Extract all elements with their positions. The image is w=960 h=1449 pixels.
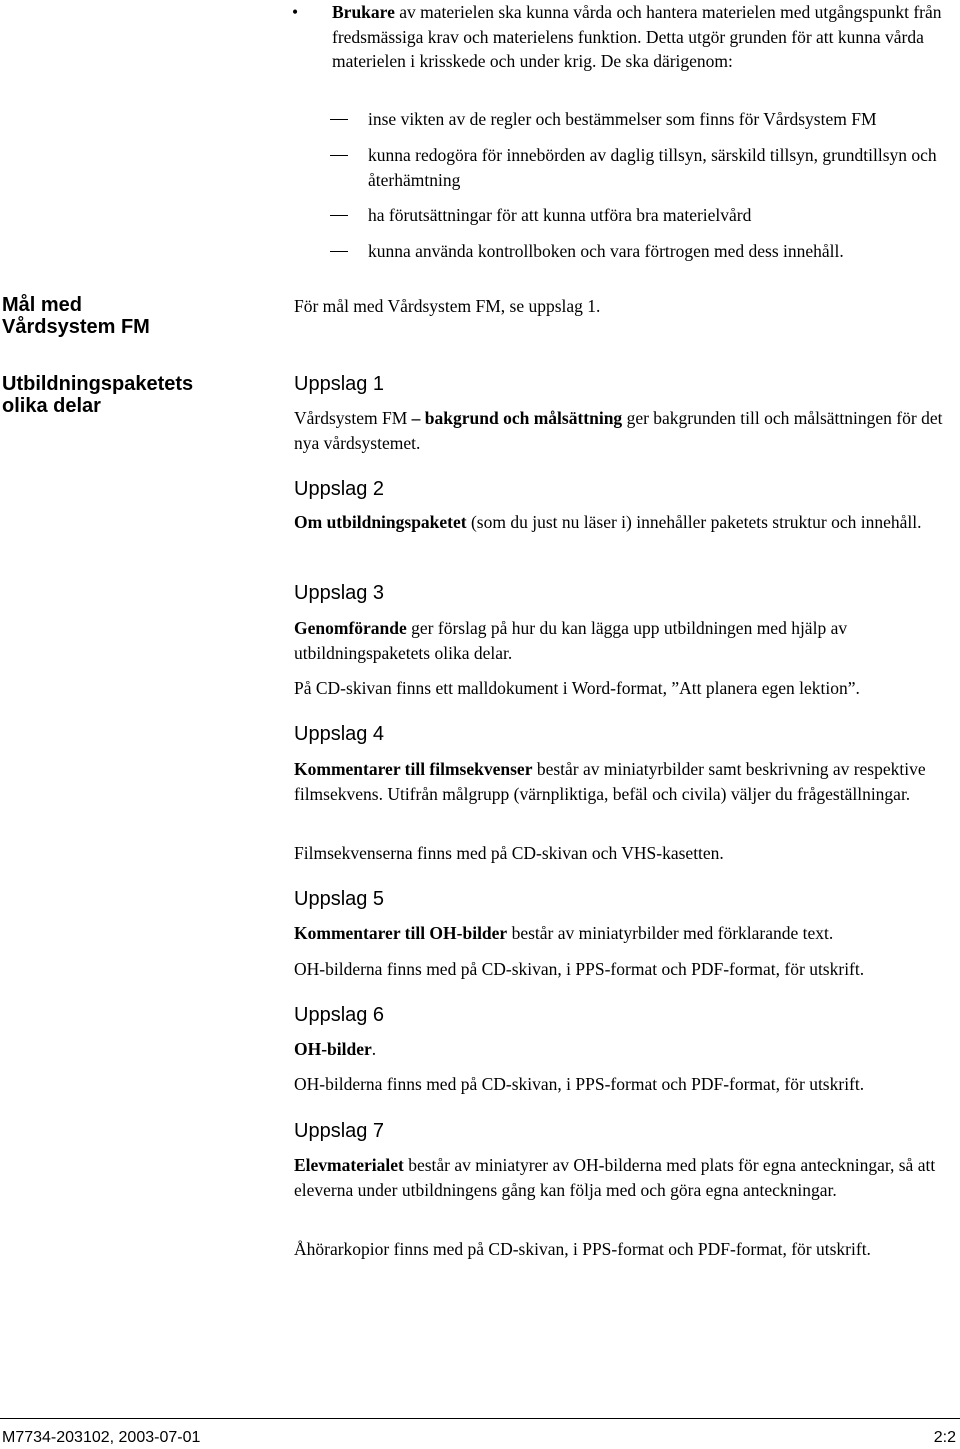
uppslag-1-title: Uppslag 1 [294,373,385,395]
uppslag-5-extra: OH-bilderna finns med på CD-skivan, i PPS-format och PDF-format, för utskrift. [294,959,865,979]
uppslag-2-title: Uppslag 2 [294,478,385,500]
list-item: inse vikten av de regler och bestämmelser som finns för Vårdsystem FM [368,109,877,129]
uppslag-4-extra: Filmsekvenserna finns med på CD-skivan och VHS-kasetten. [294,843,724,863]
uppslag-6-extra: OH-bilderna finns med på CD-skivan, i PPS-format och PDF-format, för utskrift. [294,1074,865,1094]
uppslag-3-text [294,616,960,665]
uppslag-7-bold: Elevmaterialet [294,1155,404,1175]
uppslag-2-text [294,510,960,535]
list-item: ha förutsättningar för att kunna utföra bra materielvård [368,205,752,225]
dash-marker [330,155,348,156]
heading-line: Utbildningspaketets [2,373,194,395]
uppslag-1-post: ger bakgrunden till och målsättningen för det nya vårdsystemet. [294,408,943,453]
uppslag-6-bold: OH-bilder [294,1039,372,1059]
uppslag-4-text [294,757,960,806]
intro-lead: Brukare [332,2,395,22]
uppslag-4-bold: Kommentarer till filmsekvenser [294,759,533,779]
uppslag-7-post: består av miniatyrer av OH-bilderna med plats för egna anteckningar, så att eleverna under utbildningens gång kan följa med och göra egna anteckningar. [294,1155,936,1200]
uppslag-2-bold: Om utbildningspaketet [294,512,467,532]
intro-paragraph [332,0,960,74]
intro-text: av materielen ska kunna vårda och hantera materielen med utgångspunkt från fredsmässiga krav och materielens funktion. Detta utgör grunden för att kunna vårda materielen i krisskede och under krig. De ska därigenom: [332,2,942,71]
section-heading-mal [2,294,252,338]
uppslag-4-post: består av miniatyrbilder samt beskrivning av respektive filmsekvens. Utifrån målgrupp (värnpliktiga, befäl och civila) väljer du frågeställningar. [294,759,926,804]
uppslag-3-bold: Genomförande [294,618,407,638]
dash-marker [330,251,348,252]
uppslag-5-text [294,921,960,946]
uppslag-1-pre: Vårdsystem FM [294,408,412,428]
section-heading-delar [2,373,252,417]
uppslag-5-title: Uppslag 5 [294,888,385,910]
heading-line: olika delar [2,395,101,417]
footer-divider [0,1418,960,1419]
uppslag-3-post: ger förslag på hur du kan lägga upp utbildningen med hjälp av utbildningspaketets olika delar. [294,618,848,663]
list-item: kunna redogöra för innebörden av daglig tillsyn, särskild tillsyn, grundtillsyn och återhämtning [368,145,937,190]
uppslag-1-text [294,406,960,455]
list-item: kunna använda kontrollboken och vara förtrogen med dess innehåll. [368,241,844,261]
uppslag-5-post: består av miniatyrbilder med förklarande text. [507,923,834,943]
uppslag-7-extra: Åhörarkopior finns med på CD-skivan, i PPS-format och PDF-format, för utskrift. [294,1239,871,1259]
uppslag-3-extra: På CD-skivan finns ett malldokument i Word-format, ”Att planera egen lektion”. [294,678,860,698]
uppslag-5-bold: Kommentarer till OH-bilder [294,923,508,943]
uppslag-7-title: Uppslag 7 [294,1120,385,1142]
mal-text: För mål med Vårdsystem FM, se uppslag 1. [294,296,601,316]
uppslag-7-text [294,1153,960,1202]
dash-marker [330,119,348,120]
uppslag-4-title: Uppslag 4 [294,723,385,745]
uppslag-6-text [294,1037,960,1062]
bullet-marker: • [292,2,299,22]
dash-marker [330,215,348,216]
uppslag-2-post: (som du just nu läser i) innehåller paketets struktur och innehåll. [466,512,922,532]
footer-doc-id: M7734-203102, 2003-07-01 [2,1429,201,1446]
heading-line: Mål med [2,294,83,316]
uppslag-6-post: . [371,1039,377,1059]
uppslag-6-title: Uppslag 6 [294,1004,385,1026]
uppslag-1-bold: – bakgrund och målsättning [411,408,623,428]
footer-page-number: 2:2 [933,1429,956,1446]
heading-line: Vårdsystem FM [2,316,150,338]
uppslag-3-title: Uppslag 3 [294,582,385,604]
